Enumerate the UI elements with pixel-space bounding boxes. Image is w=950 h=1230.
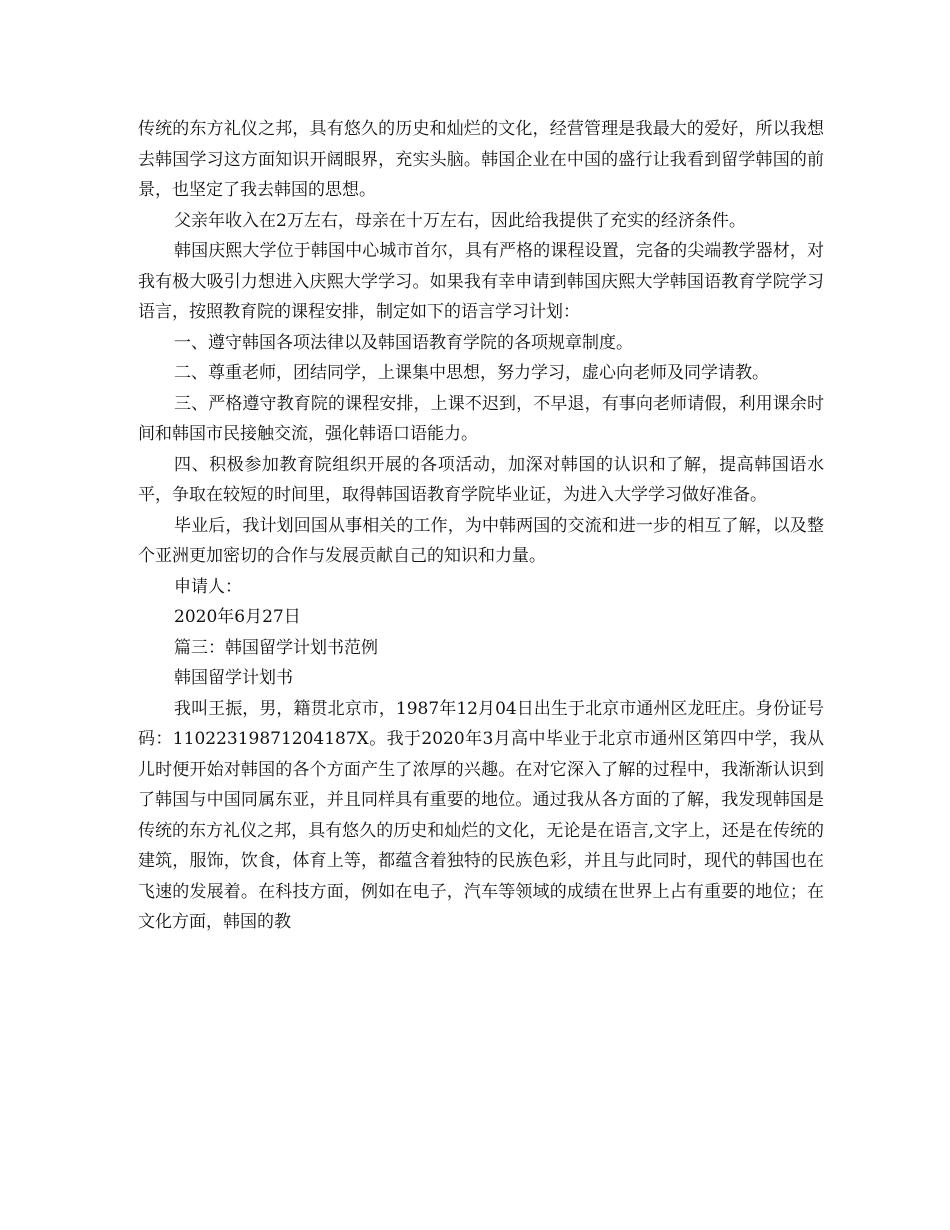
paragraph-university: 韩国庆熙大学位于韩国中心城市首尔，具有严格的课程设置，完备的尖端教学器材，对我有极大吸引力想进入庆熙大学学习。如果我有幸申请到韩国庆熙大学韩国语教育学院学习语言，按照教育院的课程安排，制定如下的语言学习计划： [138, 241, 824, 322]
paragraph-after-graduation: 毕业后，我计划回国从事相关的工作，为中韩两国的交流和进一步的相互了解，以及整个亚洲更加密切的合作与发展贡献自己的知识和力量。 [138, 515, 824, 566]
document-body [138, 114, 824, 938]
applicant-label: 申请人： [174, 576, 242, 597]
paragraph-continuation: 传统的东方礼仪之邦，具有悠久的历史和灿烂的文化，经营管理是我最大的爱好，所以我想去韩国学习这方面知识开阔眼界，充实头脑。韩国企业在中国的盛行让我看到留学韩国的前景，也坚定了我去韩国的思想。 [138, 119, 824, 200]
plan-item-2: 二、尊重老师，团结同学，上课集中思想，努力学习，虚心向老师及同学请教。 [174, 363, 769, 383]
document-title: 韩国留学计划书 [174, 668, 293, 688]
plan-item-4: 四、积极参加教育院组织开展的各项活动，加深对韩国的认识和了解，提高韩国语水平，争取在较短的时间里，取得韩国语教育学院毕业证，为进入大学学习做好准备。 [138, 454, 824, 505]
plan-item-3: 三、严格遵守教育院的课程安排，上课不迟到，不早退，有事向老师请假，利用课余时间和韩国市民接触交流，强化韩语口语能力。 [138, 393, 824, 444]
paragraph-family-income: 父亲年收入在2万左右，母亲在十万左右，因此给我提供了充实的经济条件。 [174, 210, 746, 231]
date-line: 2020年6月27日 [174, 607, 301, 627]
plan-item-1: 一、遵守韩国各项法律以及韩国语教育学院的各项规章制度。 [174, 332, 633, 353]
section-heading: 篇三：韩国留学计划书范例 [174, 637, 378, 658]
paragraph-self-introduction: 我叫王振，男，籍贯北京市，1987年12月04日出生于北京市通州区龙旺庄。身份证号码：11022319871204187X。我于2020年3月高中毕业于北京市通州区第四中学，我从儿时便开始对韩国的各个方面产生了浓厚的兴趣。在对它深入了解的过程中，我渐渐认识到了韩国与中国同属东亚，并且同样具有重要的地位。通过我从各方面的了解，我发现韩国是传统的东方礼仪之邦，具有悠久的历史和灿烂的文化，无论是在语言,文字上，还是在传统的建筑，服饰，饮食，体育上等，都蕴含着独特的民族色彩，并且与此同时，现代的韩国也在飞速的发展着。在科技方面，例如在电子，汽车等领域的成绩在世界上占有重要的地位；在文化方面，韩国的教 [138, 698, 824, 932]
